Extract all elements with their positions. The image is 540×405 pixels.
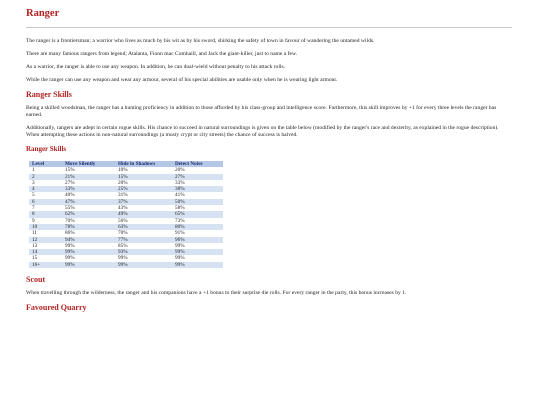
- table-cell: 37%: [115, 199, 172, 205]
- table-cell: 2: [29, 174, 62, 180]
- table-cell: 78%: [62, 224, 115, 230]
- table-cell: 20%: [175, 167, 185, 174]
- table-cell: 99%: [175, 255, 185, 262]
- intro-paragraph-4: While the ranger can use any weapon and wear any armour, several of his special abilities are usable only when he is wearing light armour.: [26, 77, 338, 83]
- intro-paragraph-2: There are many famous rangers from legend; Atalanta, Fionn mac Cumhaill, and Jack the giant-killer, just to name a few.: [26, 51, 298, 57]
- table-cell: 99%: [115, 262, 172, 268]
- table-cell: 40%: [65, 192, 75, 199]
- table-cell: 47%: [62, 199, 115, 205]
- table-cell: 15%: [65, 167, 75, 174]
- ranger-skills-table: [29, 161, 223, 268]
- table-cell: 70%: [65, 217, 75, 224]
- column-header-level: Level: [29, 161, 62, 167]
- table-cell: 55%: [65, 205, 75, 212]
- table-cell: 20%: [118, 179, 128, 186]
- table-cell: 99%: [172, 249, 223, 255]
- table-cell: 38%: [172, 186, 223, 192]
- table-cell: 31%: [118, 192, 128, 199]
- table-cell: 27%: [65, 179, 75, 186]
- table-cell: 96%: [172, 237, 223, 243]
- table-cell: 99%: [65, 242, 75, 249]
- table-cell: 11: [32, 230, 37, 237]
- table-cell: 99%: [65, 255, 75, 262]
- table-cell: 7: [32, 205, 35, 212]
- table-cell: 65%: [172, 211, 223, 217]
- table-cell: 50%: [172, 199, 223, 205]
- table-cell: 6: [29, 199, 62, 205]
- ranger-skills-heading: Ranger Skills: [26, 90, 72, 99]
- table-cell: 25%: [115, 186, 172, 192]
- table-cell: 73%: [175, 217, 185, 224]
- table-cell: 41%: [175, 192, 185, 199]
- table-cell: 15: [32, 255, 38, 262]
- table-cell: 15%: [115, 174, 172, 180]
- column-header-detect-noise: Detect Noise: [172, 161, 223, 167]
- table-cell: 94%: [62, 237, 115, 243]
- table-cell: 33%: [175, 179, 185, 186]
- table-cell: 49%: [115, 211, 172, 217]
- table-cell: 43%: [118, 205, 128, 212]
- table-cell: 5: [32, 192, 35, 199]
- page-title: Ranger: [26, 8, 512, 28]
- table-body: [29, 167, 223, 268]
- table-cell: 1: [32, 167, 35, 174]
- table-cell: 3: [32, 179, 35, 186]
- table-cell: 70%: [118, 230, 128, 237]
- column-header-hide-in-shadows: Hide in Shadows: [115, 161, 172, 167]
- table-cell: 10: [29, 224, 62, 230]
- skills-paragraph-1: Being a skilled woodsman, the ranger has a hunting proficiency in addition to those afforded by his class-group and intelligence score. Furthermore, this skill improves by +1 for every three levels the ranger has earned.: [26, 105, 497, 118]
- intro-paragraph-3: As a warrior, the ranger is able to use any weapon. In addition, he can dual-wield without penalty to his attack rolls.: [26, 64, 286, 70]
- scout-heading: Scout: [26, 275, 46, 285]
- skills-paragraph-2: Additionally, rangers are adept in certain rogue skills. His chance to succeed in natural surroundings is given on the table below (modified by the ranger's race and dexterity, as explained in the rogue description). When attempting these actions in non-natural surroundings (a musty crypt or city streets) the chance of success is halved.: [26, 125, 499, 138]
- table-cell: 21%: [62, 174, 115, 180]
- table-cell: 77%: [115, 237, 172, 243]
- table-cell: 58%: [175, 205, 185, 212]
- table-cell: 86%: [65, 230, 75, 237]
- scout-paragraph: When travelling through the wilderness, the ranger and his companions have a +1 bonus to their surprise die rolls. For every ranger in the party, this bonus increases by 1.: [26, 290, 407, 297]
- table-cell: 4: [29, 186, 62, 192]
- table-cell: 16+: [29, 262, 62, 268]
- table-cell: 56%: [118, 217, 128, 224]
- table-cell: 12: [29, 237, 62, 243]
- table-cell: 13: [32, 242, 38, 249]
- column-header-move-silently: Move Silently: [62, 161, 115, 167]
- table-cell: 93%: [115, 249, 172, 255]
- table-cell: 85%: [118, 242, 128, 249]
- table-cell: 99%: [62, 249, 115, 255]
- table-cell: 63%: [115, 224, 172, 230]
- table-cell: 14: [29, 249, 62, 255]
- table-cell: 33%: [62, 186, 115, 192]
- table-cell: 99%: [172, 262, 223, 268]
- table-cell: 91%: [175, 230, 185, 237]
- favoured-quarry-heading: Favoured Quarry: [26, 303, 87, 313]
- table-cell: 8: [29, 211, 62, 217]
- table-cell: 80%: [172, 224, 223, 230]
- table-cell: 9: [32, 217, 35, 224]
- skills-table-caption: Ranger Skills: [26, 145, 67, 153]
- table-cell: 62%: [62, 211, 115, 217]
- table-cell: 27%: [172, 174, 223, 180]
- table-cell: 10%: [118, 167, 128, 174]
- table-cell: 99%: [118, 255, 128, 262]
- intro-paragraph-1: The ranger is a frontiersman; a warrior who lives as much by his wit as by his sword, shirking the safety of town in favour of wandering the untamed wilds.: [26, 38, 375, 44]
- table-cell: 99%: [62, 262, 115, 268]
- table-cell: 99%: [175, 242, 185, 249]
